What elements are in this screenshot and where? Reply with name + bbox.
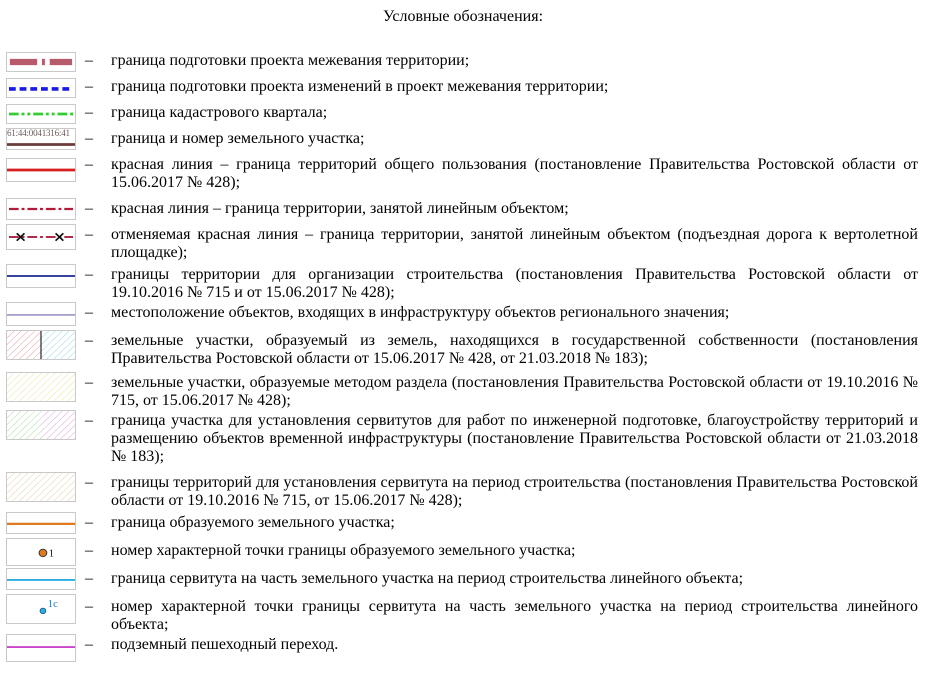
formed-plot-boundary-symbol xyxy=(6,512,76,534)
legend-text: границы территории для организации строительства (постановления Правительства Ростовской области от 19.10.2016 № 715 и от 15.06.2017 № 428); xyxy=(111,266,918,301)
legend-text: граница подготовки проекта межевания территории; xyxy=(111,52,470,69)
formed-plot-point-symbol xyxy=(6,538,76,566)
legend-text: подземный пешеходный переход. xyxy=(111,636,339,653)
cadastral-block-symbol xyxy=(6,104,76,124)
legend-text: отменяемая красная линия – граница территории, занятой линейным объектом (подъездная дорога к вертолетной площадке); xyxy=(111,226,918,261)
legend-text: граница и номер земельного участка; xyxy=(111,130,365,147)
legend-text: граница кадастрового квартала; xyxy=(111,104,328,121)
engineering-servitude-symbol xyxy=(6,410,76,440)
red-line-linear-symbol xyxy=(6,198,76,220)
construction-boundary-symbol xyxy=(6,264,76,288)
legend-text: земельные участки, образуемые методом раздела (постановления Правительства Ростовской области от 19.10.2016 № 715, от 15.06.2017 № 428); xyxy=(111,374,918,409)
changes-boundary-symbol xyxy=(6,78,76,98)
legend-text: красная линия – граница территории, занятой линейным объектом; xyxy=(111,200,569,217)
svg-text:1с: 1с xyxy=(47,599,58,611)
legend-text: граница образуемого земельного участка; xyxy=(111,514,395,531)
pedestrian-crossing-symbol xyxy=(6,634,76,662)
legend-text: границы территорий для установления сервитута на период строительства (постановления Правительства Ростовской области от 19.10.2016 № 715, от 15.06.2017 № 428); xyxy=(111,474,918,509)
cancelled-red-line-symbol xyxy=(6,224,76,250)
red-line-symbol xyxy=(6,158,76,182)
legend-text: граница подготовки проекта изменений в проект межевания территории; xyxy=(111,78,609,95)
legend-text: граница участка для установления сервитутов для работ по инженерной подготовке, благоустройству территорий и размещению объектов временной инфраструктуры (постановление Правительства Ростовской области от 21.03.2018 № 183); xyxy=(111,412,918,465)
state-land-plots-symbol xyxy=(6,330,76,360)
cadastral-number-sample: 61:44:0041316:41 xyxy=(7,128,70,138)
servitude-boundary-symbol xyxy=(6,568,76,590)
land-plot-symbol xyxy=(6,128,76,150)
svg-text:1: 1 xyxy=(48,548,55,560)
legend-title: Условные обозначения: xyxy=(382,8,544,25)
legend-text: номер характерной точки границы сервитута на часть земельного участка на период строительства линейного объекта; xyxy=(111,598,918,633)
construction-servitude-symbol xyxy=(6,472,76,502)
legend-text: красная линия – граница территорий общего пользования (постановление Правительства Ростовской области от 15.06.2017 № 428); xyxy=(111,156,918,191)
legend-text: граница сервитута на часть земельного участка на период строительства линейного объекта; xyxy=(111,570,744,587)
legend-text: земельные участки, образуемый из земель, находящихся в государственной собственности (постановления Правительства Ростовской области от 15.06.2017 № 428, от 21.03.2018 № 183); xyxy=(111,332,918,367)
servitude-point-symbol xyxy=(6,594,76,624)
legend-text: местоположение объектов, входящих в инфраструктуру объектов регионального значения; xyxy=(111,304,730,321)
project-boundary-symbol xyxy=(6,52,76,72)
legend-text: номер характерной точки границы образуемого земельного участка; xyxy=(111,542,576,559)
division-plots-symbol xyxy=(6,372,76,402)
regional-objects-symbol xyxy=(6,302,76,326)
